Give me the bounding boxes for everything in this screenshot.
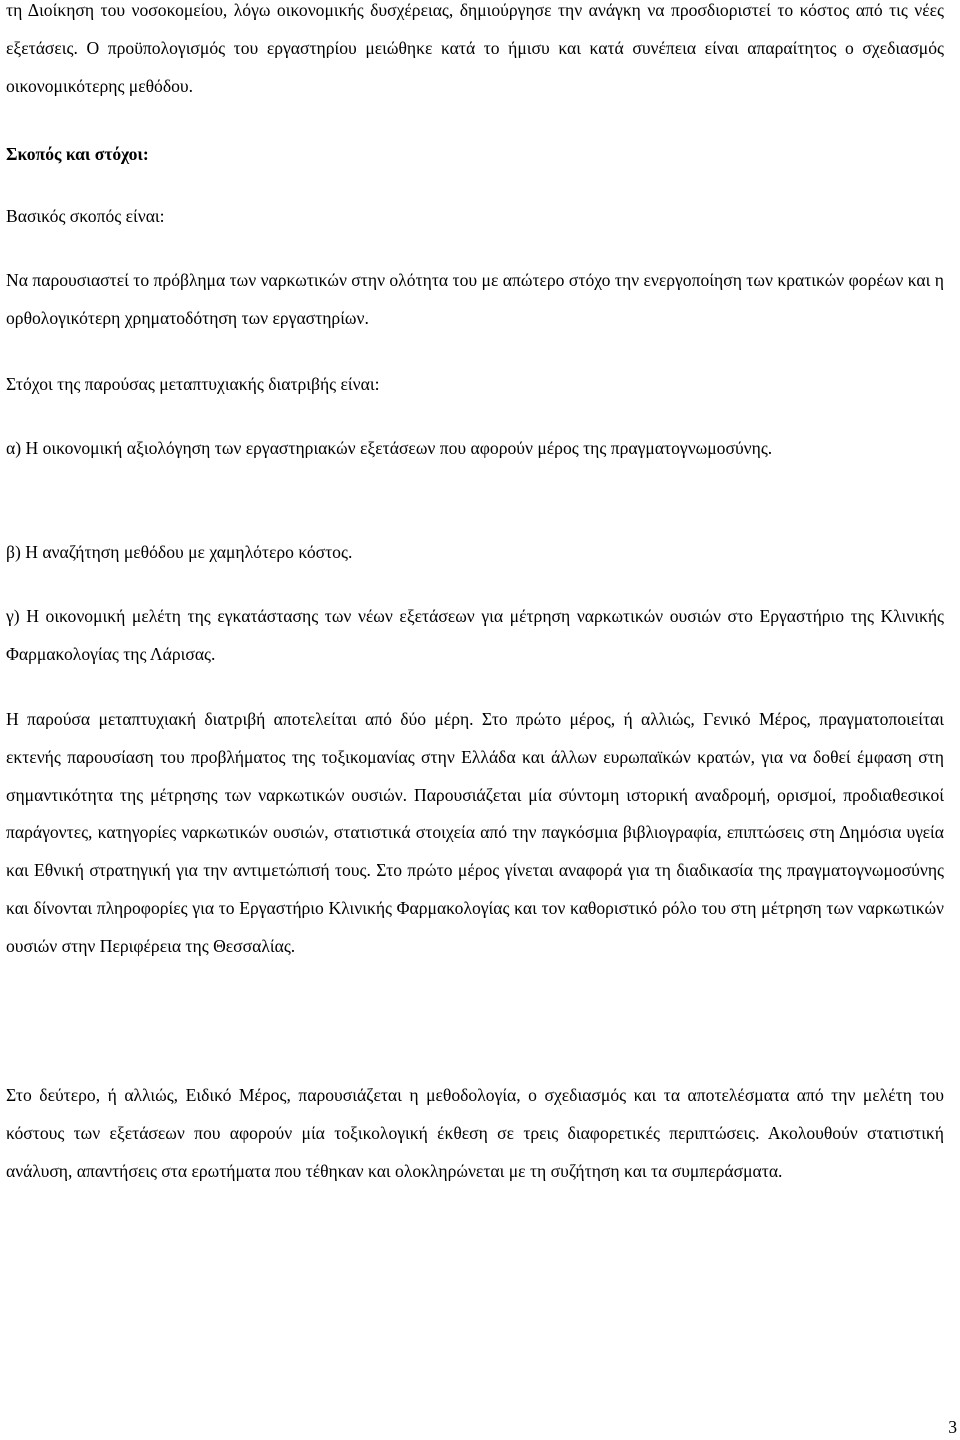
main-aim-paragraph: Να παρουσιαστεί το πρόβλημα των ναρκωτικών στην ολότητα του με απώτερο στόχο την ενεργοποίηση των κρατικών φορέων και η ορθολογικότερη χρηματοδότηση των εργαστηρίων. <box>6 270 944 328</box>
structure-part1-paragraph: Η παρούσα μεταπτυχιακή διατριβή αποτελείται από δύο μέρη. Στο πρώτο μέρος, ή αλλιώς, Γενικό Μέρος, πραγματοποιείται εκτενής παρουσίαση του προβλήματος της τοξικομανίας στην Ελλάδα και άλλων ευρωπαϊκών κρατών, για να δοθεί έμφαση στη σημαντικότητα της μέτρησης των ναρκωτικών ουσιών. Παρουσιάζεται μία σύντομη ιστορική αναδρομή, ορισμοί, προδιαθεσικοί παράγοντες, κατηγορίες ναρκωτικών ουσιών, στατιστικά στοιχεία από την παγκόσμια βιβλιογραφία, επιπτώσεις στη Δημόσια υγεία και Εθνική στρατηγική για την αντιμετώπισή τους. Στο πρώτο μέρος γίνεται αναφορά για τη διαδικασία της πραγματογνωμοσύνης και δίνονται πληροφορίες για το Εργαστήριο Κλινικής Φαρμακολογίας και τον καθοριστικό ρόλο του στη μέτρηση των ναρκωτικών ουσιών στην Περιφέρεια της Θεσσαλίας. <box>6 709 944 956</box>
goal-c-paragraph: γ) Η οικονομική μελέτη της εγκατάστασης των νέων εξετάσεων για μέτρηση ναρκωτικών ουσιών στο Εργαστήριο της Κλινικής Φαρμακολογίας της Λάρισας. <box>6 606 944 664</box>
goal-a-paragraph: α) Η οικονομική αξιολόγηση των εργαστηριακών εξετάσεων που αφορούν μέρος της πραγματογνωμοσύνης. <box>6 438 773 458</box>
goals-label: Στόχοι της παρούσας μεταπτυχιακής διατριβής είναι: <box>6 374 380 394</box>
page-number: 3 <box>948 1417 957 1437</box>
goal-b-paragraph: β) Η αναζήτηση μεθόδου με χαμηλότερο κόστος. <box>6 542 353 562</box>
structure-part2-paragraph: Στο δεύτερο, ή αλλιώς, Ειδικό Μέρος, παρουσιάζεται η μεθοδολογία, ο σχεδιασμός και τα αποτελέσματα από την μελέτη του κόστους των εξετάσεων που αφορούν μία τοξικολογική έκθεση σε τρεις διαφορετικές περιπτώσεις. Ακολουθούν στατιστική ανάλυση, απαντήσεις στα ερωτήματα που τέθηκαν και ολοκληρώνεται με τη συζήτηση και τα συμπεράσματα. <box>6 1085 944 1181</box>
section-heading: Σκοπός και στόχοι: <box>6 144 149 164</box>
intro-paragraph: τη Διοίκηση του νοσοκομείου, λόγω οικονομικής δυσχέρειας, δημιούργησε την ανάγκη να προσδιοριστεί το κόστος από τις νέες εξετάσεις. Ο προϋπολογισμός του εργαστηρίου μειώθηκε κατά το ήμισυ και κατά συνέπεια είναι απαραίτητος ο σχεδιασμός οικονομικότερης μεθόδου. <box>6 0 944 96</box>
main-aim-label: Βασικός σκοπός είναι: <box>6 206 165 226</box>
